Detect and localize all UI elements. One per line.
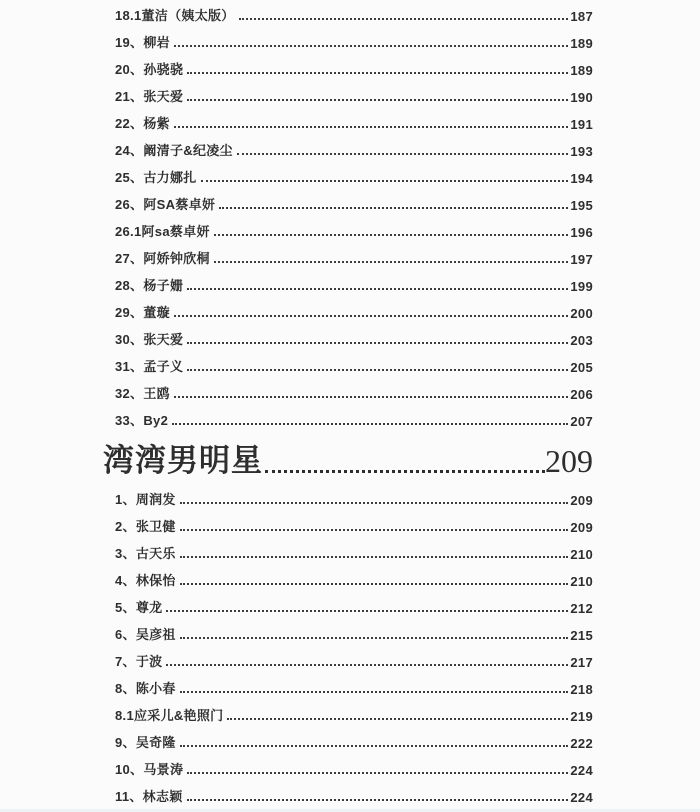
leader-dots	[180, 502, 569, 504]
toc-entry-page: 196	[570, 225, 593, 240]
leader-dots	[237, 153, 569, 155]
toc-entry-page: 222	[570, 736, 593, 751]
toc-entry-page: 209	[570, 520, 593, 535]
toc-section-heading[interactable]	[103, 434, 593, 486]
toc-entry-page: 224	[570, 763, 593, 778]
toc-entry[interactable]	[115, 218, 593, 245]
toc-entry-label: 19、柳岩	[115, 35, 170, 50]
leader-dots	[180, 691, 569, 693]
toc-entry-page: 199	[570, 279, 593, 294]
toc-entry[interactable]	[115, 2, 593, 29]
toc-entries-group-1	[115, 2, 593, 434]
leader-dots	[227, 718, 568, 720]
toc-entry-page: 210	[570, 574, 593, 589]
leader-dots	[172, 423, 568, 425]
leader-dots	[166, 610, 568, 612]
toc-entry[interactable]	[115, 191, 593, 218]
toc-entry-label: 25、古力娜扎	[115, 170, 197, 185]
toc-entry-page: 207	[570, 414, 593, 429]
toc-entries-group-2	[115, 486, 593, 810]
toc-entry-page: 212	[570, 601, 593, 616]
toc-entry[interactable]	[115, 567, 593, 594]
toc-entry-page: 187	[570, 9, 593, 24]
toc-entry[interactable]	[115, 594, 593, 621]
toc-entry-label: 24、阚清子&纪凌尘	[115, 143, 233, 158]
leader-dots	[187, 342, 568, 344]
leader-dots	[214, 234, 569, 236]
toc-entry-label: 26、阿SA蔡卓妍	[115, 197, 216, 212]
toc-entry-page: 194	[570, 171, 593, 186]
toc-entry[interactable]	[115, 729, 593, 756]
toc-entry[interactable]	[115, 164, 593, 191]
toc-entry[interactable]	[115, 29, 593, 56]
toc-entry-page: 210	[570, 547, 593, 562]
toc-entry-page: 215	[570, 628, 593, 643]
leader-dots	[180, 556, 569, 558]
toc-entry[interactable]	[115, 110, 593, 137]
toc-entry-page: 197	[570, 252, 593, 267]
toc-entry-label: 26.1阿sa蔡卓妍	[115, 224, 210, 239]
leader-dots	[180, 529, 569, 531]
toc-entry-page: 191	[570, 117, 593, 132]
toc-entry-label: 11、林志颖	[115, 789, 183, 804]
leader-dots	[187, 99, 568, 101]
toc-entry-page: 189	[570, 36, 593, 51]
toc-entry-page: 200	[570, 306, 593, 321]
toc-entry[interactable]	[115, 245, 593, 272]
toc-entry-page: 217	[570, 655, 593, 670]
toc-entry[interactable]	[115, 380, 593, 407]
toc-entry-label: 27、阿娇钟欣桐	[115, 251, 210, 266]
leader-dots	[187, 369, 568, 371]
toc-entry-label: 29、董璇	[115, 305, 170, 320]
toc-entry-label: 8.1应采儿&艳照门	[115, 708, 224, 723]
toc-entry-label: 22、杨紫	[115, 116, 170, 131]
leader-dots	[174, 45, 568, 47]
toc-entry[interactable]	[115, 353, 593, 380]
leader-dots	[187, 772, 568, 774]
toc-entry-page: 219	[570, 709, 593, 724]
toc-entry[interactable]	[115, 513, 593, 540]
leader-dots	[265, 470, 545, 473]
section-heading-page: 209	[545, 443, 593, 479]
toc-entry-page: 189	[570, 63, 593, 78]
toc-entry-label: 8、陈小春	[115, 681, 176, 696]
toc-entry-label: 28、杨子姗	[115, 278, 184, 293]
toc-entry-page: 190	[570, 90, 593, 105]
toc-entry-page: 193	[570, 144, 593, 159]
toc-entry-label: 20、孙骁骁	[115, 62, 184, 77]
toc-entry[interactable]	[115, 783, 593, 810]
section-heading-label: 湾湾男明星	[103, 443, 263, 478]
toc-entry[interactable]	[115, 326, 593, 353]
toc-entry-label: 33、By2	[115, 413, 169, 428]
toc-entry-label: 2、张卫健	[115, 519, 176, 534]
toc-entry-page: 203	[570, 333, 593, 348]
toc-entry[interactable]	[115, 272, 593, 299]
toc-entry-page: 218	[570, 682, 593, 697]
leader-dots	[180, 745, 569, 747]
toc-entry[interactable]	[115, 486, 593, 513]
toc-entry-page: 195	[570, 198, 593, 213]
leader-dots	[187, 288, 568, 290]
leader-dots	[239, 18, 569, 20]
leader-dots	[174, 126, 568, 128]
toc-entry[interactable]	[115, 407, 593, 434]
toc-entry-label: 5、尊龙	[115, 600, 163, 615]
leader-dots	[174, 396, 568, 398]
toc-entry-page: 206	[570, 387, 593, 402]
toc-entry-page: 224	[570, 790, 593, 805]
leader-dots	[219, 207, 568, 209]
toc-entry[interactable]	[115, 675, 593, 702]
toc-entry-page: 209	[570, 493, 593, 508]
toc-entry-page: 205	[570, 360, 593, 375]
toc-entry-label: 9、吴奇隆	[115, 735, 176, 750]
toc-entry[interactable]	[115, 299, 593, 326]
toc-entry[interactable]	[115, 540, 593, 567]
toc-entry-label: 3、古天乐	[115, 546, 176, 561]
toc-entry-label: 6、吴彦祖	[115, 627, 176, 642]
toc-entry-label: 31、孟子义	[115, 359, 184, 374]
toc-entry[interactable]	[115, 83, 593, 110]
toc-entry-label: 7、于波	[115, 654, 163, 669]
toc-entry-label: 1、周润发	[115, 492, 176, 507]
toc-entry[interactable]	[115, 648, 593, 675]
leader-dots	[180, 583, 569, 585]
toc-entry-label: 21、张天爱	[115, 89, 184, 104]
leader-dots	[187, 72, 568, 74]
leader-dots	[180, 637, 569, 639]
leader-dots	[166, 664, 568, 666]
leader-dots	[201, 180, 569, 182]
toc-entry-label: 4、林保怡	[115, 573, 176, 588]
toc-entry-label: 18.1董洁（姨太版）	[115, 8, 235, 23]
toc-entry-label: 32、王鸥	[115, 386, 170, 401]
toc-entry[interactable]	[115, 137, 593, 164]
toc-entry[interactable]	[115, 621, 593, 648]
leader-dots	[187, 799, 569, 801]
toc-entry[interactable]	[115, 56, 593, 83]
leader-dots	[214, 261, 569, 263]
toc-entry[interactable]	[115, 756, 593, 783]
toc-entry-label: 10、马景涛	[115, 762, 184, 777]
toc-entry-label: 30、张天爱	[115, 332, 184, 347]
leader-dots	[174, 315, 568, 317]
toc-entry[interactable]	[115, 702, 593, 729]
